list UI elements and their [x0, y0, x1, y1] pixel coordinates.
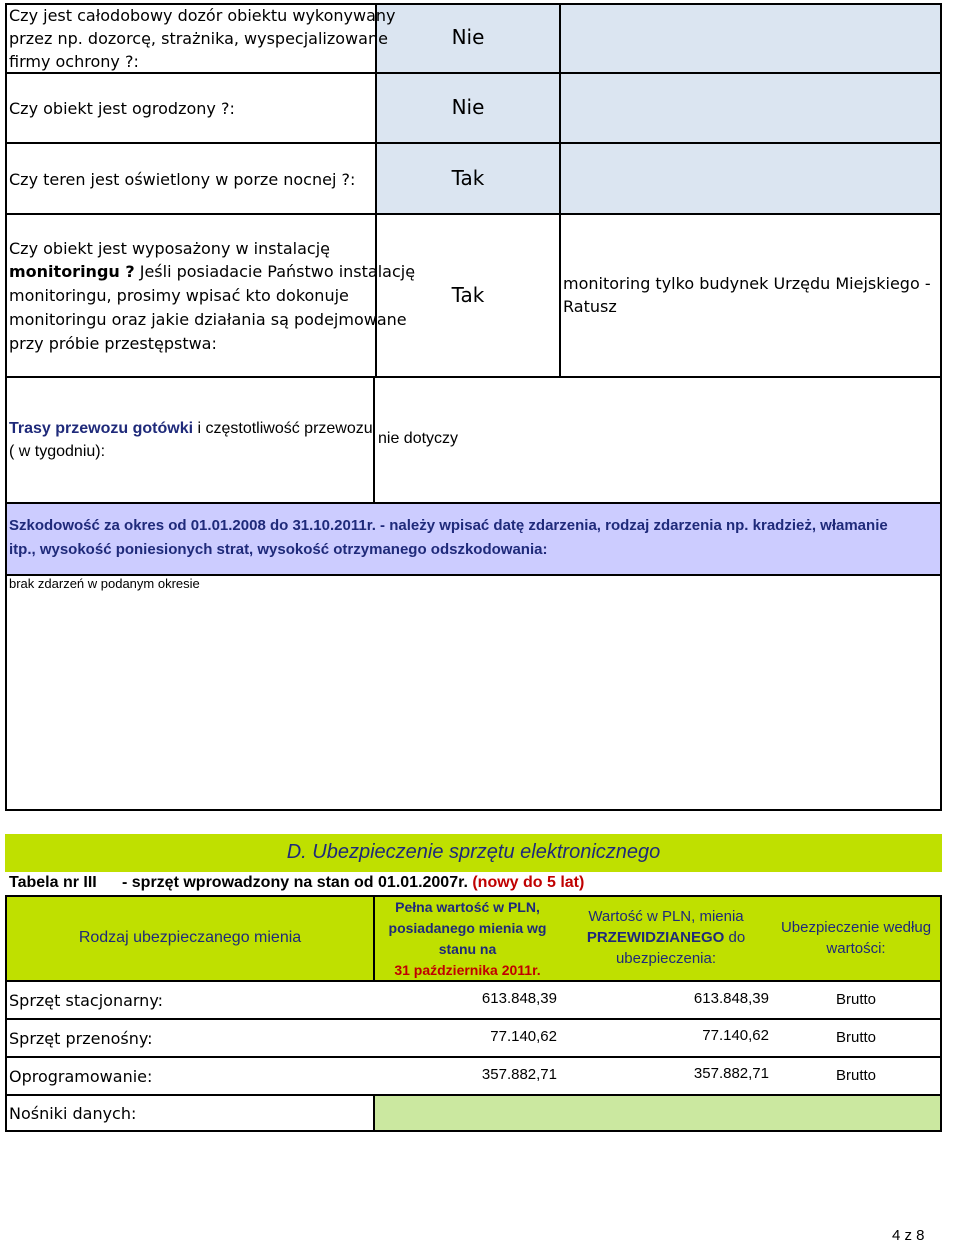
- header-col3-bold: PRZEWIDZIANEGO: [586, 929, 725, 946]
- table-desc-main: - sprzęt wprowadzony na stan od 01.01.2007r.: [122, 874, 468, 891]
- header-col2-date: 31 października 2011r.: [394, 962, 541, 978]
- question-text: [9, 260, 415, 283]
- answer-text: Tak: [451, 283, 485, 307]
- note-text: monitoring tylko budynek Urzędu Miejskiego -: [563, 274, 931, 293]
- cash-label-2: ( w tygodniu):: [9, 443, 106, 460]
- answer-text: Nie: [451, 25, 485, 49]
- losses-content: brak zdarzeń w podanym okresie: [9, 576, 200, 591]
- empty-value-cell: [373, 1094, 942, 1132]
- table-label: Tabela nr III: [9, 874, 97, 891]
- header-col3-line3: ubezpieczenia:: [615, 950, 717, 967]
- cash-label-rest: i częstotliwość przewozu: [193, 420, 373, 437]
- question-text: przy próbie przestępstwa:: [9, 334, 217, 353]
- header-col3-line2: [560, 928, 772, 948]
- row-basis: Brutto: [835, 1067, 877, 1084]
- cash-value: nie dotyczy: [378, 430, 459, 447]
- table-note: (nowy do 5 lat): [467, 874, 585, 891]
- header-col2-line1: Pełna wartość w PLN,: [395, 899, 540, 915]
- monitoring-rest: Jeśli posiadacie Państwo instalację: [134, 262, 416, 281]
- row-full-value: 357.882,71: [481, 1066, 557, 1083]
- losses-header-line1: Szkodowość za okres od 01.01.2008 do 31.10.2011r. - należy wpisać datę zdarzenia, rodzaj zdarzenia np. kradzież, włamanie: [9, 517, 888, 534]
- row-name: Oprogramowanie:: [9, 1067, 153, 1086]
- cash-value-cell: [373, 376, 942, 504]
- row-insured-value: 77.140,62: [702, 1027, 769, 1044]
- header-col3-rest: do: [724, 929, 746, 946]
- row-name: Sprzęt przenośny:: [9, 1029, 153, 1048]
- note-cell: [559, 72, 942, 144]
- question-text: monitoringu, prosimy wpisać kto dokonuje: [9, 286, 349, 305]
- monitoring-bold: monitoringu ?: [9, 262, 135, 281]
- row-name: Nośniki danych:: [9, 1104, 137, 1123]
- header-col1: Rodzaj ubezpieczanego mienia: [78, 929, 302, 946]
- answer-text: Nie: [451, 95, 485, 119]
- cash-label-bold: Trasy przewozu gotówki: [9, 420, 194, 437]
- row-name: Sprzęt stacjonarny:: [9, 991, 164, 1010]
- row-basis: Brutto: [835, 991, 877, 1008]
- cash-label-cell: [5, 376, 375, 504]
- table-desc: [122, 874, 584, 892]
- question-text: Czy obiekt jest wyposażony w instalację: [9, 239, 330, 258]
- row-full-value: 613.848,39: [481, 990, 557, 1007]
- header-col3-line1: Wartość w PLN, mienia: [588, 908, 744, 925]
- note-text: Ratusz: [563, 297, 617, 316]
- section-d-title: D. Ubezpieczenie sprzętu elektronicznego: [286, 841, 661, 863]
- question-text: Czy teren jest oświetlony w porze nocnej ?:: [9, 170, 356, 189]
- answer-text: Tak: [451, 166, 485, 190]
- row-full-value: 77.140,62: [490, 1028, 557, 1045]
- cash-label: [9, 420, 373, 438]
- row-insured-value: 613.848,39: [693, 990, 769, 1007]
- header-col4-line2: wartości:: [826, 940, 886, 957]
- header-col4-line1: Ubezpieczenie według: [780, 919, 932, 936]
- question-text: przez np. dozorcę, strażnika, wyspecjalizowane: [9, 29, 388, 48]
- header-col2-line2: posiadanego mienia wg: [388, 920, 547, 936]
- question-text: firmy ochrony ?:: [9, 52, 139, 71]
- question-text: Czy jest całodobowy dozór obiektu wykonywany: [9, 6, 396, 25]
- question-text: monitoringu oraz jakie działania są podejmowane: [9, 310, 407, 329]
- row-basis: Brutto: [835, 1029, 877, 1046]
- header-col2-line3: stanu na: [438, 941, 497, 957]
- page-number: 4 z 8: [892, 1227, 925, 1244]
- losses-header-line2: itp., wysokość poniesionych strat, wysokość otrzymanego odszkodowania:: [9, 541, 548, 558]
- row-insured-value: 357.882,71: [693, 1065, 769, 1082]
- question-text: Czy obiekt jest ogrodzony ?:: [9, 99, 235, 118]
- note-cell: [559, 142, 942, 215]
- note-cell: [559, 3, 942, 74]
- losses-header: [5, 502, 942, 576]
- losses-content-box: [5, 574, 942, 811]
